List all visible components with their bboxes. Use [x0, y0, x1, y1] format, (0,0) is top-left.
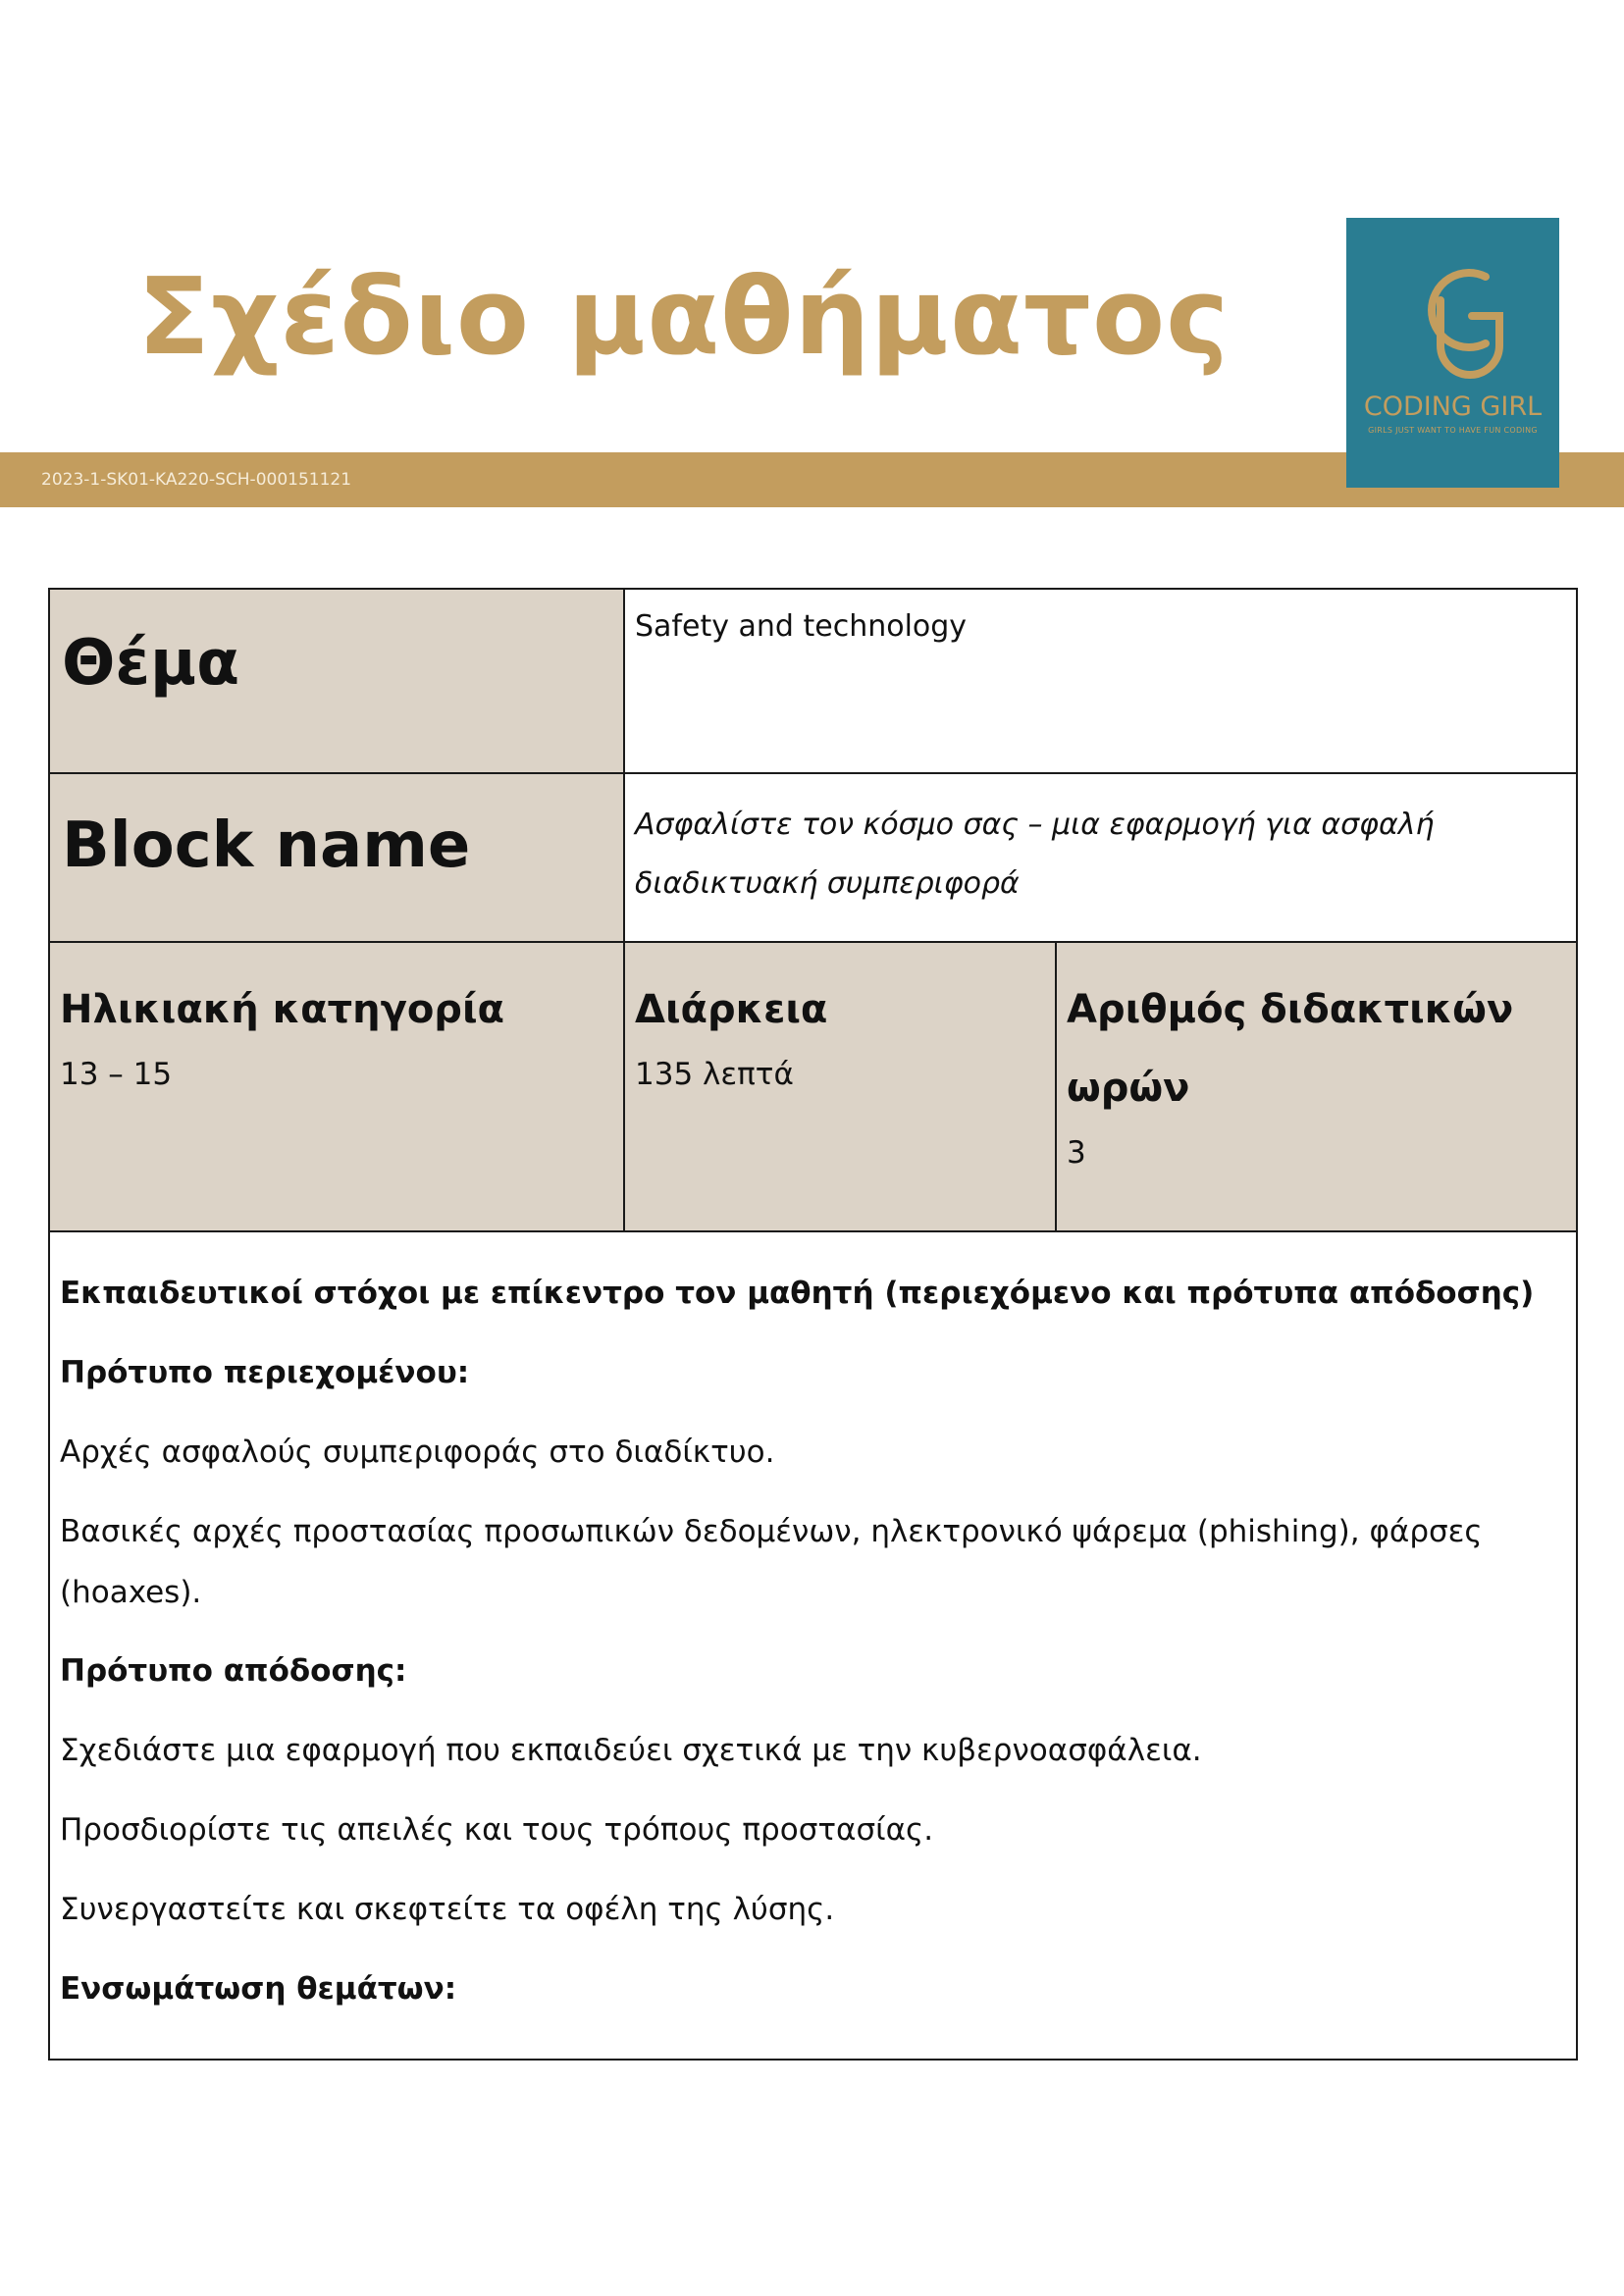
hours-cell [1056, 942, 1577, 1231]
topic-row [49, 589, 1577, 773]
duration-value: 135 λεπτά [635, 1057, 794, 1092]
age-value: 13 – 15 [60, 1057, 173, 1092]
performance-item: Προσδιορίστε τις απειλές και τους τρόπους προστασίας. [60, 1812, 934, 1848]
logo-tagline: GIRLS JUST WANT TO HAVE FUN CODING [1368, 426, 1538, 435]
coding-girl-logo [1346, 218, 1559, 488]
hours-value: 3 [1067, 1135, 1086, 1171]
topic-value-cell [624, 589, 1577, 773]
block-label-cell [49, 773, 624, 942]
content-item: Αρχές ασφαλούς συμπεριφοράς στο διαδίκτυο. [60, 1435, 775, 1470]
block-row [49, 773, 1577, 942]
cg-monogram-icon [1346, 218, 1559, 488]
performance-standard-heading: Πρότυπο απόδοσης: [60, 1653, 407, 1689]
block-value-cell [624, 773, 1577, 942]
info-row [49, 942, 1577, 1231]
block-label: Block name [62, 809, 471, 882]
integration-heading: Ενσωμάτωση θεμάτων: [60, 1971, 457, 2007]
age-cell [49, 942, 624, 1231]
block-value: Ασφαλίστε τον κόσμο σας – μια εφαρμογή για ασφαλή διαδικτυακή συμπεριφορά [635, 808, 1435, 901]
content-standard-heading: Πρότυπο περιεχομένου: [60, 1355, 470, 1390]
objectives-row [49, 1231, 1577, 2060]
topic-value: Safety and technology [635, 609, 968, 644]
topic-label: Θέμα [62, 627, 240, 700]
objectives-cell [49, 1231, 1577, 2060]
objectives-heading: Εκπαιδευτικοί στόχοι με επίκεντρο τον μαθητή (περιεχόμενο και πρότυπα απόδοσης) [60, 1276, 1535, 1311]
lesson-plan-table [48, 588, 1578, 2061]
project-code: 2023-1-SK01-KA220-SCH-000151121 [41, 470, 352, 490]
logo-name: CODING GIRL [1363, 391, 1543, 422]
hours-label: Αριθμός διδακτικών ωρών [1067, 987, 1514, 1111]
page-title: Σχέδιο μαθήματος [137, 256, 1231, 379]
performance-item: Συνεργαστείτε και σκεφτείτε τα οφέλη της λύσης. [60, 1892, 835, 1927]
age-label: Ηλικιακή κατηγορία [60, 987, 505, 1032]
topic-label-cell [49, 589, 624, 773]
duration-label: Διάρκεια [635, 987, 828, 1032]
content-item: Βασικές αρχές προστασίας προσωπικών δεδομένων, ηλεκτρονικό ψάρεμα (phishing), φάρσες (hoaxes). [60, 1514, 1483, 1610]
performance-item: Σχεδιάστε μια εφαρμογή που εκπαιδεύει σχετικά με την κυβερνοασφάλεια. [60, 1733, 1202, 1768]
duration-cell [624, 942, 1056, 1231]
